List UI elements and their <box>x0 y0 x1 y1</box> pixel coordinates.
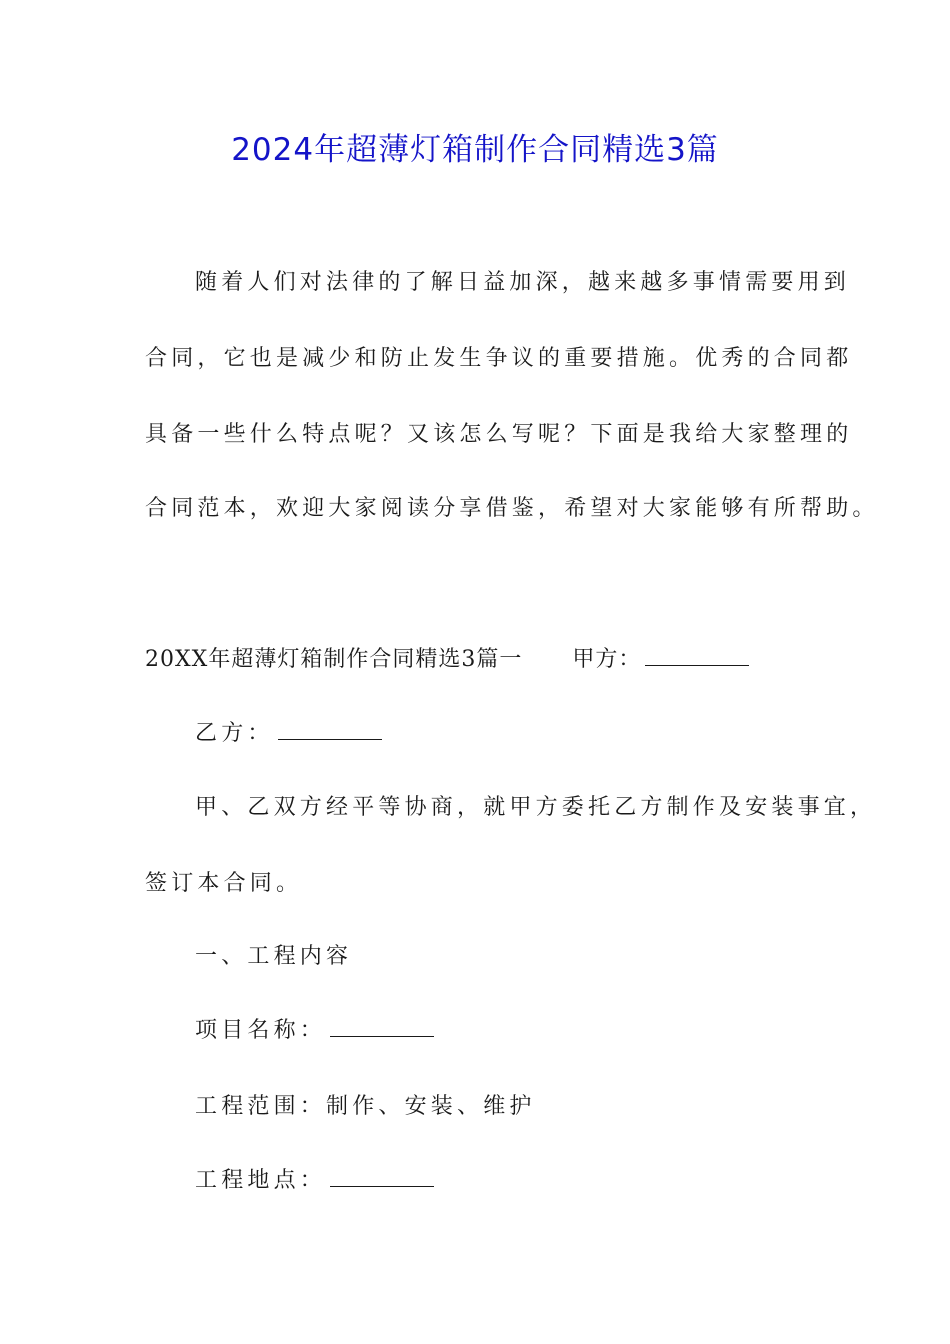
project-name-label: 项目名称： <box>195 1018 327 1043</box>
intro-line-3: 具备一些什么特点呢？又该怎么写呢？下面是我给大家整理的 <box>145 422 853 447</box>
project-name-blank <box>330 1034 434 1037</box>
section-heading: 20XX年超薄灯箱制作合同精选3篇一 <box>145 647 523 672</box>
project-name-line <box>195 1016 434 1046</box>
project-location-blank <box>330 1184 434 1187</box>
project-scope-line: 工程范围：制作、安装、维护 <box>195 1094 536 1119</box>
party-a-label: 甲方： <box>572 647 642 672</box>
party-b-line <box>195 719 382 749</box>
document-title: 2024年超薄灯箱制作合同精选3篇 <box>231 132 719 168</box>
party-b-blank <box>278 737 382 740</box>
agreement-line-1: 甲、乙双方经平等协商，就甲方委托乙方制作及安装事宜， <box>195 795 877 820</box>
party-a-blank <box>645 663 749 666</box>
party-b-label: 乙方： <box>195 721 274 746</box>
agreement-line-2: 签订本合同。 <box>145 871 303 896</box>
project-location-line <box>195 1166 434 1196</box>
project-location-label: 工程地点： <box>195 1168 327 1193</box>
section-heading-line <box>145 645 749 675</box>
intro-line-1: 随着人们对法律的了解日益加深，越来越多事情需要用到 <box>195 270 851 295</box>
intro-line-2: 合同，它也是减少和防止发生争议的重要措施。优秀的合同都 <box>145 346 853 371</box>
intro-line-4: 合同范本，欢迎大家阅读分享借鉴，希望对大家能够有所帮助。 <box>145 496 879 521</box>
clause-1-heading: 一、工程内容 <box>195 944 353 969</box>
